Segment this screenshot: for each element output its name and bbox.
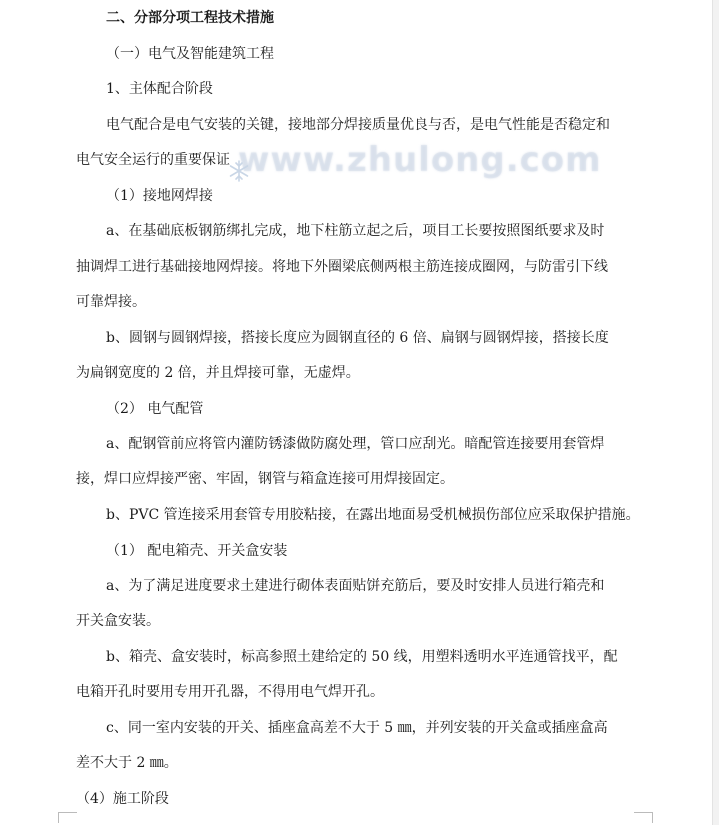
paragraph-line: 可靠焊接。	[76, 294, 146, 310]
vertical-scrollbar[interactable]	[712, 0, 719, 825]
item-heading: （1） 配电箱壳、开关盒安装	[106, 543, 288, 559]
watermark: www.zhulong.com	[238, 140, 602, 180]
paragraph-line: a、配钢管前应将管内灌防锈漆做防腐处理，管口应刮光。暗配管连接要用套管焊	[106, 436, 605, 452]
section-heading: 二、分部分项工程技术措施	[106, 10, 274, 26]
subsection-heading: （一）电气及智能建筑工程	[106, 46, 274, 62]
paragraph-line: a、为了满足进度要求土建进行砌体表面贴饼充筋后，要及时安排人员进行箱壳和	[106, 578, 605, 594]
paragraph-line: b、圆钢与圆钢焊接，搭接长度应为圆钢直径的 6 倍、扁钢与圆钢焊接，搭接长度	[106, 330, 609, 346]
paragraph-line: 抽调焊工进行基础接地网焊接。将地下外圈梁底侧两根主筋连接成圈网，与防雷引下线	[76, 259, 608, 275]
paragraph-line: 开关盒安装。	[76, 613, 160, 629]
page-corner-mark	[634, 812, 653, 823]
item-heading: （2） 电气配管	[106, 401, 204, 417]
page-corner-mark	[58, 812, 77, 823]
paragraph-line: 差不大于 2 ㎜。	[76, 755, 178, 771]
paragraph-line: 电气安全运行的重要保证	[76, 152, 230, 168]
paragraph-line: 为扁钢宽度的 2 倍，并且焊接可靠，无虚焊。	[76, 365, 360, 381]
paragraph-line: a、在基础底板钢筋绑扎完成，地下柱筋立起之后，项目工长要按照图纸要求及时	[106, 223, 605, 239]
paragraph-line: 电气配合是电气安装的关键，接地部分焊接质量优良与否，是电气性能是否稳定和	[106, 117, 610, 133]
paragraph-line: 电箱开孔时要用专用开孔器，不得用电气焊开孔。	[76, 684, 384, 700]
paragraph-line: c、同一室内安装的开关、插座盒高差不大于 5 ㎜，并列安装的开关盒或插座盒高	[106, 720, 608, 736]
item-heading: （1）接地网焊接	[106, 188, 213, 204]
paragraph-line: b、箱壳、盒安装时，标高参照土建给定的 50 线，用塑料透明水平连通管找平，配	[106, 649, 618, 665]
stage-heading: 1、主体配合阶段	[106, 81, 213, 97]
paragraph-line: 接，焊口应焊接严密、牢固，钢管与箱盒连接可用焊接固定。	[76, 471, 454, 487]
item-heading: （4）施工阶段	[76, 791, 169, 807]
paragraph-line: b、PVC 管连接采用套管专用胶粘接，在露出地面易受机械损伤部位应采取保护措施。	[106, 507, 640, 523]
